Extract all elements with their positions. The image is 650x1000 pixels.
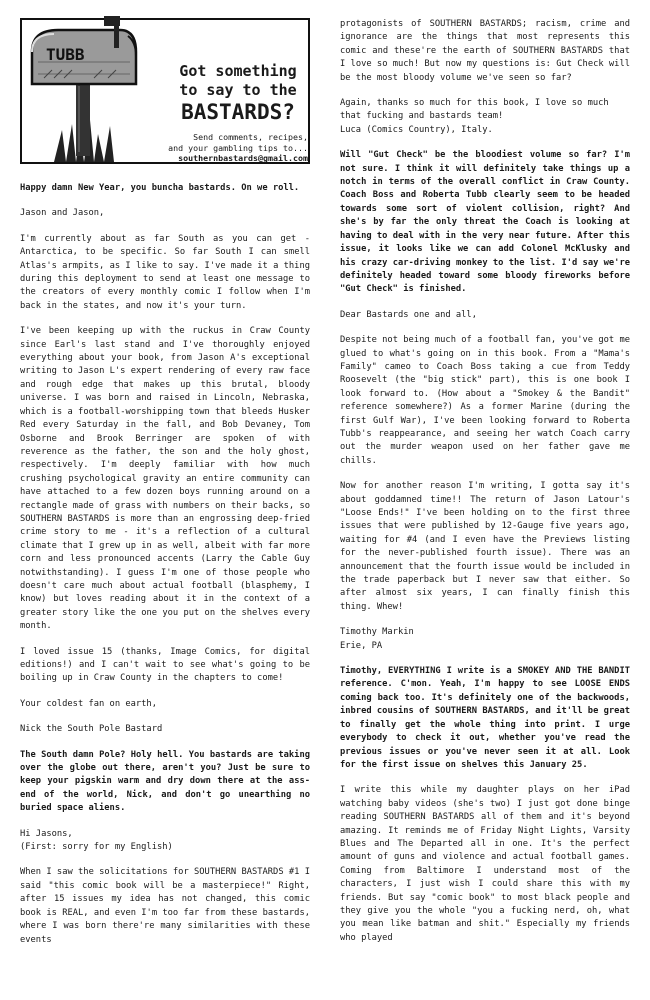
header-subtitle bbox=[134, 132, 308, 164]
letter-paragraph: protagonists of SOUTHERN BASTARDS; racism, crime and ignorance are the things that most represents this comic and these're the earth of SOUTHERN BASTARDS that I love so much! But now my questions is: Gut Check will be the most bloody volume we've seen so far? bbox=[340, 19, 630, 83]
editor-response: The South damn Pole? Holy hell. You bastards are taking over the globe out there, aren't you? Just be sure to keep your pigskin warm and dry down there at the ass-end of the world, Nick, and don't go unearthing no buried space aliens. bbox=[20, 749, 310, 814]
letter-paragraph: Hi Jasons, (First: sorry for my English) bbox=[20, 828, 173, 853]
editor-response: Will "Gut Check" be the bloodiest volume so far? I'm not sure. I think it will definitely take things up a notch in terms of the overall conflict in Craw County. Coach Boss and Roberta Tubb clearly seem to be headed towards some sort of violent collision, right? And she's by far the only threat the Coach is looking at having to deal with in the very near future. After this issue, it looks like we can add Colonel McKlusky and his crazy car-driving monkey to the list. I'd say we're definitely headed toward some bloody fireworks before "Gut Check" is finished. bbox=[340, 150, 630, 295]
letters-header-box bbox=[20, 18, 310, 164]
header-title bbox=[170, 62, 306, 125]
letter-paragraph: Timothy Markin Erie, PA bbox=[340, 627, 414, 651]
letter-paragraph: I write this while my daughter plays on her iPad watching baby videos (she's two) I just got done binge reading SOUTHERN BASTARDS all of them and it's beyond amazing. It reminds me of Friday Night Lights, Varsity Blues and The Departed all in one. It's the perfect amount of guns and violence and actual football games. Coming from Baltimore I understand most of the characters, I just wish I could share this with my friends. But say "comic book" to most black people and they give you the whole "you a fucking nerd, oh, what you mean like batman and shit." Especially my friends who played bbox=[340, 785, 630, 943]
right-letters bbox=[340, 18, 630, 945]
editor-response: Happy damn New Year, you buncha bastards. On we roll. bbox=[20, 183, 300, 193]
letter-paragraph: Again, thanks so much for this book, I love so much that fucking and bastards team! Luca (Comics Country), Italy. bbox=[340, 98, 609, 135]
header-title-line2: to say to the bbox=[179, 81, 297, 99]
header-email: southernbastards@gmail.com bbox=[178, 153, 308, 163]
letter-paragraph: Dear Bastards one and all, bbox=[340, 309, 477, 320]
letter-paragraph: Jason and Jason, bbox=[20, 208, 105, 219]
header-sub-line2: and your gambling tips to... bbox=[168, 142, 308, 153]
editor-response: Timothy, EVERYTHING I write is a SMOKEY AND THE BANDIT reference. C'mon. Yeah, I'm happy to see LOOSE ENDS coming back too. It's definitely one of the backwoods, inbred cousins of SOUTHERN BASTARDS, and it'll be great to finally get the whole thing into print. I urge everybody to check it out, whether you've read the previous issues or you've never seen it at all. Look for the first issue on shelves this January 25. bbox=[340, 666, 630, 770]
left-letters bbox=[20, 182, 310, 947]
left-column bbox=[20, 0, 310, 959]
mailbox-label: TUBB bbox=[46, 45, 85, 64]
letter-paragraph: When I saw the solicitations for SOUTHERN BASTARDS #1 I said "this comic book will be a masterpiece!" Right, after 15 issues my idea has not changed, this comic book is REAL, and even I'm too far from these bastards, where I was born there're many similarities with these events bbox=[20, 867, 310, 945]
header-title-line1: Got something bbox=[179, 62, 297, 80]
header-sub-line1: Send comments, recipes, bbox=[193, 132, 308, 142]
letter-paragraph: I loved issue 15 (thanks, Image Comics, for digital editions!) and I can't wait to see what's going to be boiling up in Craw County in the chapters to come! bbox=[20, 646, 310, 684]
letter-paragraph: Nick the South Pole Bastard bbox=[20, 724, 163, 735]
letter-paragraph: Now for another reason I'm writing, I gotta say it's about goddamned time!! The return of Jason Latour's "Loose Ends!" I've been holding on to the first three issues that were published by 12-Gauge five years ago, waiting for #4 (and I even have the Previews listing for the never-published fourth issue). There was an announcement that the fourth issue would be included in the trade paperback but I never saw that either. So after almost six years, I can finally finish this thing. Whew! bbox=[340, 481, 630, 612]
letter-paragraph: Your coldest fan on earth, bbox=[20, 698, 157, 709]
right-column bbox=[340, 18, 630, 957]
letter-paragraph: I've been keeping up with the ruckus in Craw County since Earl's last stand and I've thoroughly enjoyed everything about your book, from Jason A's exceptional writing to Jason L's expert rendering of every raw face and rough edge that makes up this brutal, bloody universe. I was born and raised in Lincoln, Nebraska, which is a football-worshipping town that bleeds Husker Red every Saturday in the fall, and Bob Devaney, Tom Osborne and Brook Berringer are spoken of with reverence as the father, the son and the holy ghost, respectively. I'm deeply familiar with how much crushing psychological gravity an entire community can have attached to a few dozen boys running around on a rectangle made of grass with numbers on their backs, so SOUTHERN BASTARDS is more than an engrossing deep-fried crime story to me - it's a reflection of a cultural climate that I grew up in as well, albeit with far more corn and less pronounced accents (Larry the Cable Guy notwithstanding). I guess I'm one of those people who doesn't care much about actual football (blasphemy, I know) but loves reading about it in the context of a greater story like the one you put on the shelves every month. bbox=[20, 326, 310, 632]
mailbox-icon bbox=[24, 12, 142, 162]
letter-paragraph: I'm currently about as far South as you can get - Antarctica, to be specific. So far South I can smell Atlas's armpits, as I like to say. I've made it a thing during this deployment to send at least one message to the creators of every monthly comic I follow when I'm back in the states, and now it's your turn. bbox=[20, 233, 310, 311]
header-title-line3: BASTARDS? bbox=[181, 100, 295, 124]
letter-paragraph: Despite not being much of a football fan, you've got me glued to what's going on in this book. From a "Mama's Family" cameo to Coach Boss taking a cue from Teddy Roosevelt (the "big stick" part), this is one book I look forward to. (How about a "Smokey & the Bandit" reference somewhere?) As a former Marine (during the first Gulf War), I've been looking forward to Roberta Tubb's reappearance, and seeing her watch Coach carry out the murder weapon used on her father gave me chills. bbox=[340, 335, 630, 466]
